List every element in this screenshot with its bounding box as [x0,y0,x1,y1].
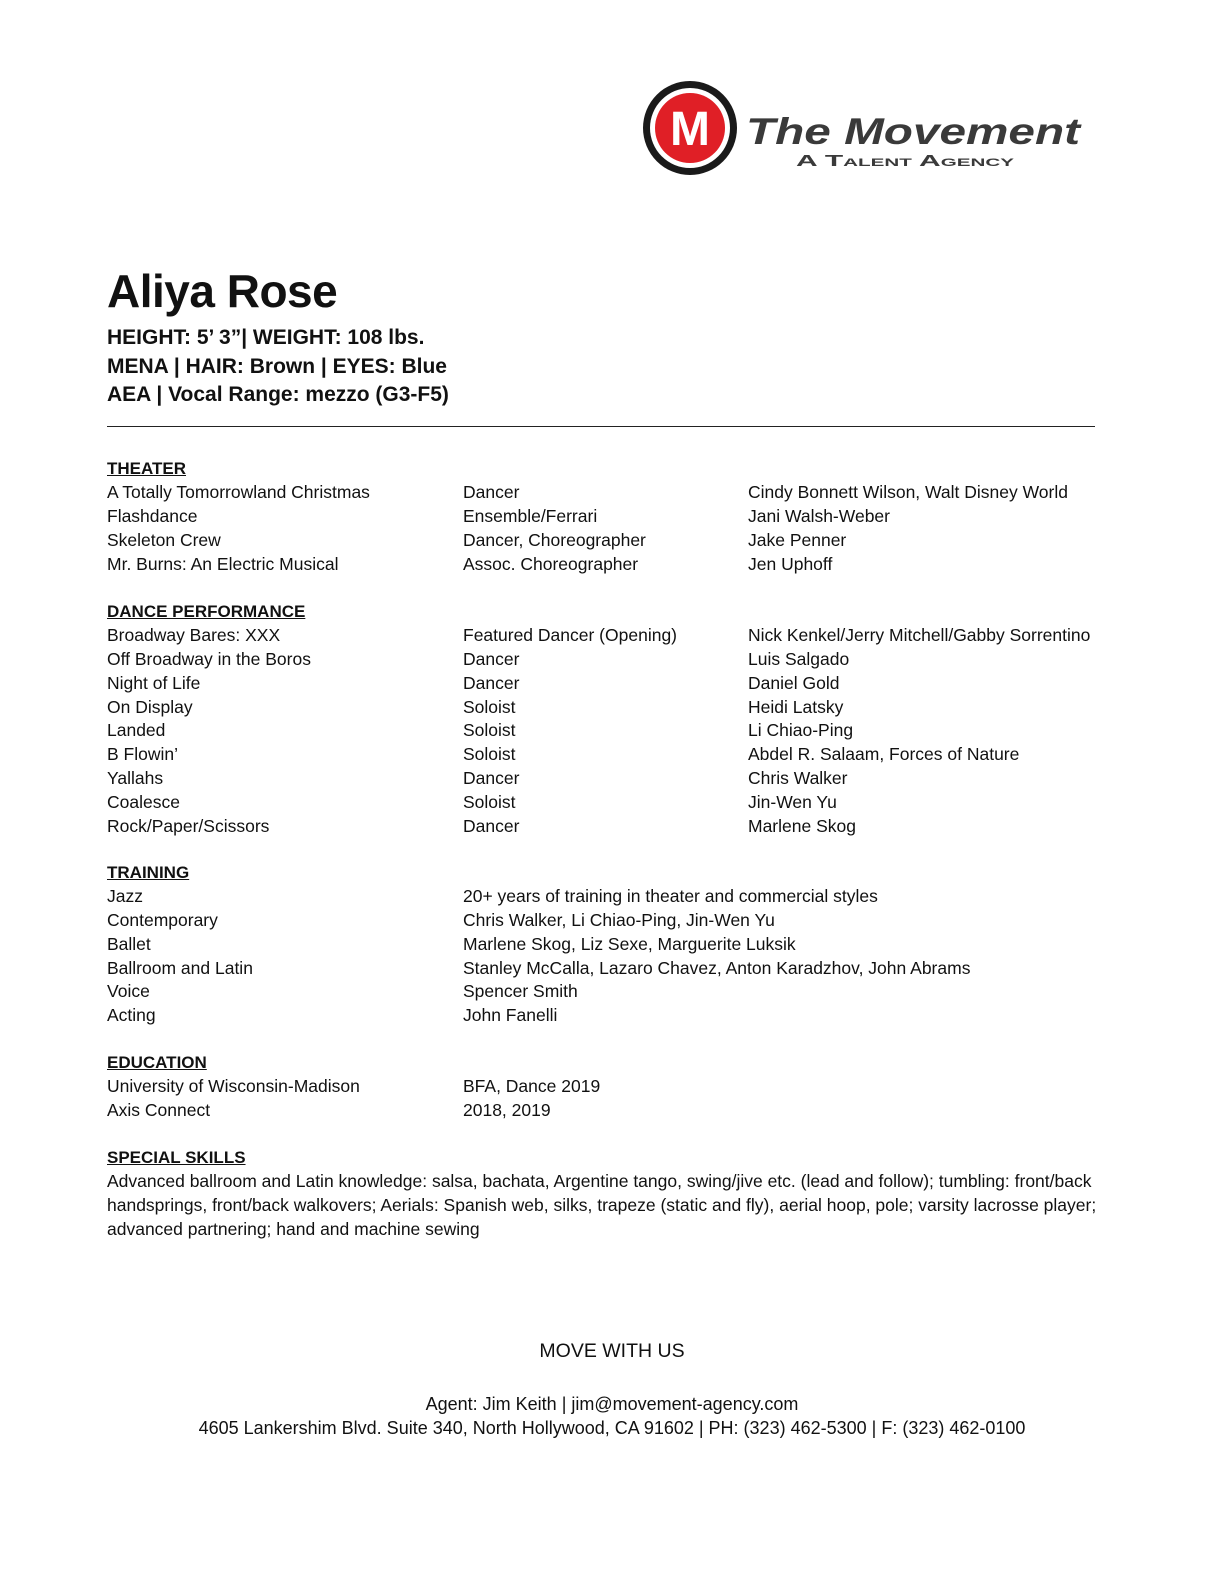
credit-role: Soloist [463,720,516,741]
credit-role: Dancer [463,816,520,837]
training-section [107,861,1117,1028]
credit-title: Off Broadway in the Boros [107,648,311,669]
agency-logo-graphic [642,80,1092,176]
training-discipline: Acting [107,1005,156,1026]
credit-role: Ensemble/Ferrari [463,505,598,526]
training-teachers: John Fanelli [463,1005,558,1026]
credit-director: Chris Walker [748,768,848,789]
table-row [107,648,1117,672]
credit-role: Dancer [463,672,520,693]
table-row [107,885,1117,909]
training-teachers: Stanley McCalla, Lazaro Chavez, Anton Karadzhov, John Abrams [463,957,971,978]
training-teachers: Chris Walker, Li Chiao-Ping, Jin-Wen Yu [463,909,775,930]
credit-director: Cindy Bonnett Wilson, Walt Disney World [748,481,1068,502]
credit-director: Jake Penner [748,529,847,550]
footer-address: 4605 Lankershim Blvd. Suite 340, North Hollywood, CA 91602 | PH: (323) 462-5300 | F: (323) 462-0100 [198,1418,1026,1438]
section-title: EDUCATION [107,1053,207,1072]
table-row [107,553,1117,577]
table-row [107,1004,1117,1028]
section-title: TRAINING [107,863,190,882]
credit-role: Dancer [463,768,520,789]
footer-tagline: MOVE WITH US [539,1340,685,1362]
training-teachers: Marlene Skog, Liz Sexe, Marguerite Luksik [463,933,796,954]
credit-role: Soloist [463,696,516,717]
table-row [107,909,1117,933]
section-title: THEATER [107,459,187,478]
table-row [107,743,1117,767]
school-name: Axis Connect [107,1099,211,1120]
credit-director: Jani Walsh-Weber [748,505,890,526]
table-row [107,505,1117,529]
credit-title: Night of Life [107,672,201,693]
credit-director: Abdel R. Salaam, Forces of Nature [748,744,1020,765]
agency-logo [642,80,1092,176]
credit-director: Marlene Skog [748,816,856,837]
credit-director: Daniel Gold [748,672,840,693]
training-discipline: Voice [107,981,150,1002]
credit-title: Flashdance [107,505,198,526]
credit-role: Dancer [463,481,520,502]
credit-title: Yallahs [107,768,164,789]
logo-subtitle: A Talent Agency [796,153,1016,170]
training-discipline: Contemporary [107,909,218,930]
credit-title: Broadway Bares: XXX [107,624,281,645]
training-discipline: Ballroom and Latin [107,957,253,978]
stats-appearance: MENA | HAIR: Brown | EYES: Blue [107,354,447,378]
table-row [107,481,1117,505]
stats-height-weight: HEIGHT: 5’ 3”| WEIGHT: 108 lbs. [107,326,425,349]
credit-title: Skeleton Crew [107,529,221,550]
credit-director: Heidi Latsky [748,696,844,717]
credit-role: Soloist [463,792,516,813]
stats-union-vocal: AEA | Vocal Range: mezzo (G3-F5) [107,383,449,406]
credit-role: Soloist [463,744,516,765]
credit-title: On Display [107,696,193,717]
credit-role: Assoc. Choreographer [463,553,639,574]
table-row [107,1075,1117,1099]
table-row [107,791,1117,815]
school-name: University of Wisconsin-Madison [107,1075,360,1096]
table-row [107,933,1117,957]
credit-title: Coalesce [107,792,180,813]
table-row [107,815,1117,839]
credit-director: Jen Uphoff [748,553,833,574]
credit-role: Dancer, Choreographer [463,529,646,550]
header-divider [107,426,1095,427]
credit-title: Rock/Paper/Scissors [107,816,270,837]
table-row [107,1099,1117,1123]
resume-header [107,264,1107,410]
logo-brand: The Movement [746,111,1083,152]
section-title: DANCE PERFORMANCE [107,602,306,621]
performer-name: Aliya Rose [107,265,338,317]
credit-role: Dancer [463,648,520,669]
table-row [107,672,1117,696]
training-discipline: Ballet [107,933,151,954]
section-title: SPECIAL SKILLS [107,1148,246,1167]
credit-title: Landed [107,720,166,741]
credit-title: B Flowin’ [107,744,178,765]
credit-director: Li Chiao-Ping [748,720,854,741]
training-discipline: Jazz [107,885,143,906]
table-row [107,957,1117,981]
theater-section [107,457,1117,576]
table-row [107,696,1117,720]
training-teachers: 20+ years of training in theater and commercial styles [463,885,878,906]
degree: 2018, 2019 [463,1099,551,1120]
logo-letter: M [670,103,710,156]
training-teachers: Spencer Smith [463,981,578,1002]
skills-section [107,1146,1117,1242]
table-row [107,767,1117,791]
table-row [107,529,1117,553]
skills-text: Advanced ballroom and Latin knowledge: salsa, bachata, Argentine tango, swing/jive etc. (lead and follow); tumbling: front/back handsprings, front/back walkovers; Aerials: Spanish web, silks, trapeze (static and fly), aerial hoop, pole; varsity lacrosse player; advanced partnering; hand and machine sewing [107,1170,1097,1239]
education-section [107,1051,1117,1123]
credit-title: A Totally Tomorrowland Christmas [107,481,370,502]
credit-director: Jin-Wen Yu [748,792,837,813]
credit-role: Featured Dancer (Opening) [463,624,677,645]
table-row [107,624,1117,648]
dance-section [107,600,1117,839]
credit-director: Nick Kenkel/Jerry Mitchell/Gabby Sorrentino [748,624,1091,645]
footer-agent: Agent: Jim Keith | jim@movement-agency.com [425,1394,799,1414]
degree: BFA, Dance 2019 [463,1075,601,1096]
table-row [107,719,1117,743]
table-row [107,980,1117,1004]
credit-director: Luis Salgado [748,648,850,669]
credit-title: Mr. Burns: An Electric Musical [107,553,339,574]
